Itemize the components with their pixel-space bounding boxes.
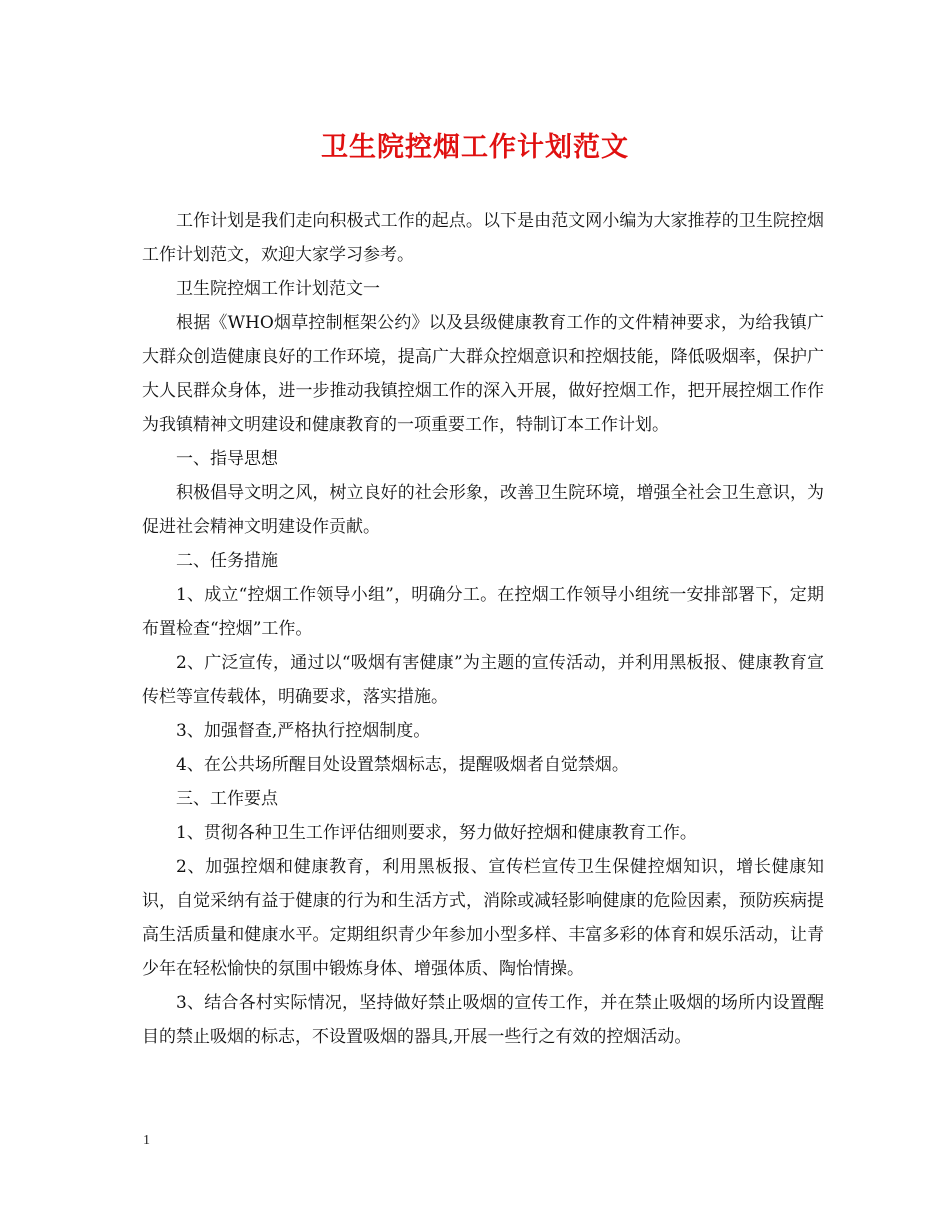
section-heading-sample-one: 卫生院控烟工作计划范文一	[176, 279, 380, 299]
guiding-thought-paragraph: 积极倡导文明之风，树立良好的社会形象，改善卫生院环境，增强全社会卫生意识，为促进社会精神文明建设作贡献。	[142, 483, 824, 537]
section-heading-key-points: 三、工作要点	[176, 789, 278, 809]
section-heading-guiding-thought: 一、指导思想	[176, 449, 278, 469]
key-point-item-2: 2、加强控烟和健康教育，利用黑板报、宣传栏宣传卫生保健控烟知识，增长健康知识，自觉采纳有益于健康的行为和生活方式，消除或减轻影响健康的危险因素，预防疾病提高生活质量和健康水平。定期组织青少年参加小型多样、丰富多彩的体育和娱乐活动，让青少年在轻松愉快的氛围中锻炼身体、增强体质、陶怡情操。	[142, 857, 824, 979]
key-point-item-1: 1、贯彻各种卫生工作评估细则要求，努力做好控烟和健康教育工作。	[176, 823, 697, 843]
document-body	[142, 204, 824, 1054]
purpose-paragraph: 根据《WHO烟草控制框架公约》以及县级健康教育工作的文件精神要求，为给我镇广大群众创造健康良好的工作环境，提高广大群众控烟意识和控烟技能，降低吸烟率，保护广大人民群众身体，进一步推动我镇控烟工作的深入开展，做好控烟工作，把开展控烟工作作为我镇精神文明建设和健康教育的一项重要工作，特制订本工作计划。	[142, 313, 824, 435]
page-number: 1	[143, 1133, 150, 1148]
task-item-4: 4、在公共场所醒目处设置禁烟标志，提醒吸烟者自觉禁烟。	[176, 755, 629, 775]
key-point-item-3: 3、结合各村实际情况，坚持做好禁止吸烟的宣传工作，并在禁止吸烟的场所内设置醒目的禁止吸烟的标志，不设置吸烟的器具,开展一些行之有效的控烟活动。	[142, 993, 824, 1047]
task-item-3: 3、加强督查,严格执行控烟制度。	[176, 721, 431, 741]
intro-paragraph: 工作计划是我们走向积极式工作的起点。以下是由范文网小编为大家推荐的卫生院控烟工作计划范文，欢迎大家学习参考。	[142, 211, 824, 265]
document-title: 卫生院控烟工作计划范文	[321, 132, 629, 163]
task-item-2: 2、广泛宣传，通过以“吸烟有害健康”为主题的宣传活动，并利用黑板报、健康教育宣传栏等宣传载体，明确要求，落实措施。	[142, 653, 824, 707]
task-item-1: 1、成立“控烟工作领导小组”，明确分工。在控烟工作领导小组统一安排部署下，定期布置检查“控烟”工作。	[142, 585, 824, 639]
section-heading-tasks: 二、任务措施	[176, 551, 278, 571]
